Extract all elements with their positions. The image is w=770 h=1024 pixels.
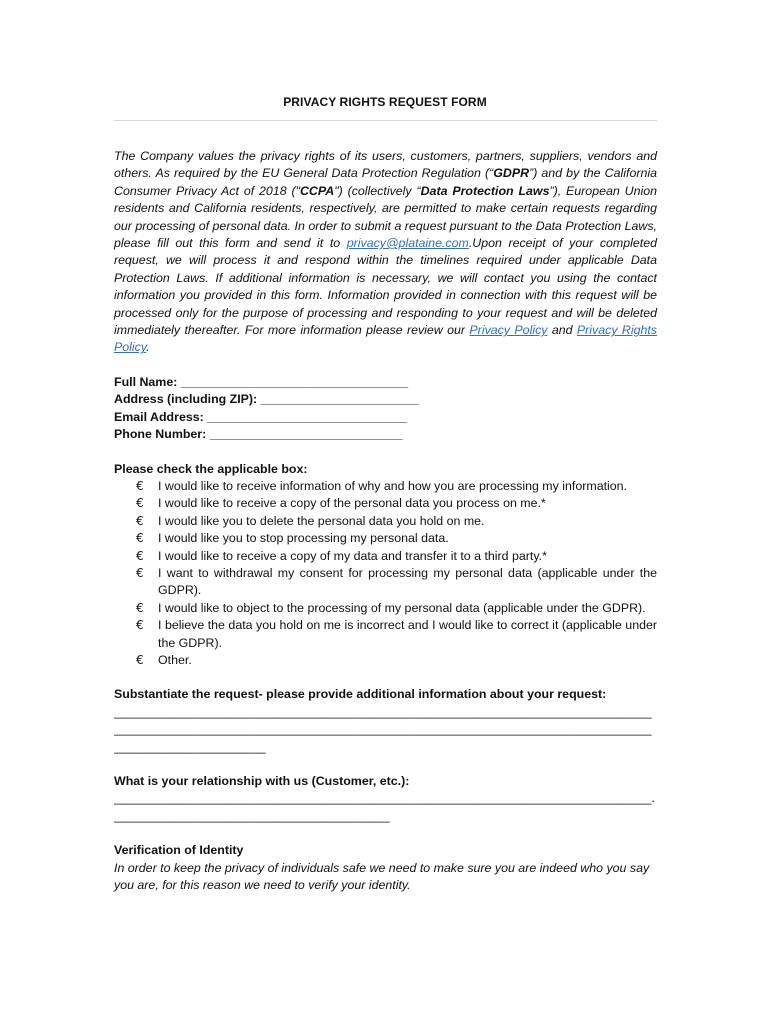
option-transfer[interactable] bbox=[114, 548, 657, 565]
email-field[interactable] bbox=[114, 409, 657, 426]
checkbox-icon[interactable]: € bbox=[136, 496, 144, 511]
phone-label: Phone Number: bbox=[114, 427, 210, 442]
option-other[interactable] bbox=[114, 652, 657, 669]
substantiate-line-1[interactable]: ______________________________________________________________________________ bbox=[114, 704, 652, 719]
address-label: Address (including ZIP): bbox=[114, 392, 261, 407]
option-label: I would like to object to the processing of my personal data (applicable under the GDPR). bbox=[158, 600, 646, 615]
privacy-rights-policy-link[interactable]: Privacy Rights Policy bbox=[114, 323, 658, 355]
title-divider bbox=[114, 120, 657, 121]
full-name-label: Full Name: bbox=[114, 374, 181, 389]
option-label: I would like you to delete the personal data you hold on me. bbox=[158, 513, 485, 528]
check-box-label: Please check the applicable box: bbox=[114, 461, 308, 476]
checkbox-icon[interactable]: € bbox=[136, 618, 144, 633]
option-correct[interactable] bbox=[114, 617, 657, 652]
intro-paragraph bbox=[114, 148, 657, 357]
form-title: PRIVACY RIGHTS REQUEST FORM bbox=[283, 95, 487, 109]
phone-field[interactable] bbox=[114, 426, 657, 443]
dpl-term: Data Protection Laws bbox=[420, 183, 550, 198]
privacy-policy-link[interactable]: Privacy Policy bbox=[469, 323, 548, 338]
verification-text: In order to keep the privacy of individuals safe we need to make sure you are indeed who you say you are, for this reason we need to verify your identity. bbox=[114, 860, 650, 893]
option-label: I would like to receive a copy of the personal data you process on me.* bbox=[158, 496, 546, 511]
option-information[interactable] bbox=[114, 478, 657, 495]
intro-text-7: . bbox=[146, 340, 150, 355]
email-blank[interactable]: _____________________________ bbox=[207, 409, 408, 424]
relationship-label: What is your relationship with us (Customer, etc.): bbox=[114, 774, 410, 788]
intro-text-1: The Company values the privacy rights of its users, customers, partners, suppliers, vendors and others. As required by the EU General Data Protection Regulation (“ bbox=[114, 149, 657, 181]
ccpa-term: CCPA bbox=[299, 183, 335, 198]
checkbox-icon[interactable]: € bbox=[136, 565, 144, 580]
substantiate-label: Substantiate the request- please provide additional information about your request: bbox=[114, 687, 607, 702]
address-blank[interactable]: _______________________ bbox=[260, 392, 420, 407]
option-copy[interactable] bbox=[114, 495, 657, 512]
checkbox-icon[interactable]: € bbox=[136, 548, 144, 563]
substantiate-line-3[interactable]: ______________________ bbox=[114, 739, 266, 754]
full-name-blank[interactable]: _________________________________ bbox=[180, 374, 409, 389]
intro-text-6: and bbox=[547, 323, 577, 338]
option-withdraw[interactable] bbox=[114, 565, 657, 600]
checkbox-icon[interactable]: € bbox=[136, 652, 144, 667]
privacy-email-link[interactable]: privacy@plataine.com bbox=[346, 236, 469, 251]
email-label: Email Address: bbox=[114, 409, 208, 424]
gdpr-term: GDPR bbox=[493, 166, 530, 181]
relationship-line-2[interactable]: ________________________________________ bbox=[114, 808, 390, 823]
intro-text-5: .Upon receipt of your completed request, we will process it and respond within the timelines required under applicable Data Protection Laws. If additional information is necessary, we will contact you using the contact information you provided in this form. Information provided in connection with this request will be processed only for the purpose of processing and responding to your request and will be deleted immediately thereafter. For more information please review our bbox=[114, 236, 657, 338]
intro-text-2: ”) and by the California Consumer Privacy Act of 2018 (" bbox=[114, 166, 657, 198]
option-delete[interactable] bbox=[114, 513, 657, 530]
checkbox-icon[interactable]: € bbox=[136, 513, 144, 528]
form-body bbox=[114, 148, 657, 894]
option-object[interactable] bbox=[114, 600, 657, 617]
full-name-field[interactable] bbox=[114, 374, 657, 391]
option-stop[interactable] bbox=[114, 530, 657, 547]
address-field[interactable] bbox=[114, 391, 657, 408]
option-label: I would like you to stop processing my personal data. bbox=[158, 531, 449, 546]
option-label: Other. bbox=[158, 652, 192, 667]
intro-text-3: ") (collectively “ bbox=[334, 183, 421, 198]
checkbox-icon[interactable]: € bbox=[136, 600, 144, 615]
option-label: I believe the data you hold on me is incorrect and I would like to correct it (applicable under the GDPR). bbox=[158, 618, 657, 650]
option-label: I want to withdrawal my consent for processing my personal data (applicable under the GDPR). bbox=[158, 565, 657, 598]
checkbox-icon[interactable]: € bbox=[136, 531, 144, 546]
verification-heading: Verification of Identity bbox=[114, 843, 244, 858]
phone-blank[interactable]: ____________________________ bbox=[209, 427, 403, 442]
contact-fields bbox=[114, 374, 657, 444]
option-label: I would like to receive a copy of my data and transfer it to a third party.* bbox=[158, 548, 547, 563]
substantiate-line-2[interactable]: ______________________________________________________________________________ bbox=[114, 722, 652, 737]
checkbox-icon[interactable]: € bbox=[136, 478, 144, 493]
intro-text-4: ”), European Union residents and California residents, respectively, are permitted to make certain requests regarding our processing of personal data. In order to submit a request pursuant to the Data Protection Laws, please fill out this form and send it to bbox=[114, 183, 658, 251]
relationship-line-1[interactable]: ______________________________________________________________________________. bbox=[114, 791, 655, 806]
option-label: I would like to receive information of why and how you are processing my information. bbox=[158, 478, 628, 493]
request-options bbox=[114, 478, 657, 669]
